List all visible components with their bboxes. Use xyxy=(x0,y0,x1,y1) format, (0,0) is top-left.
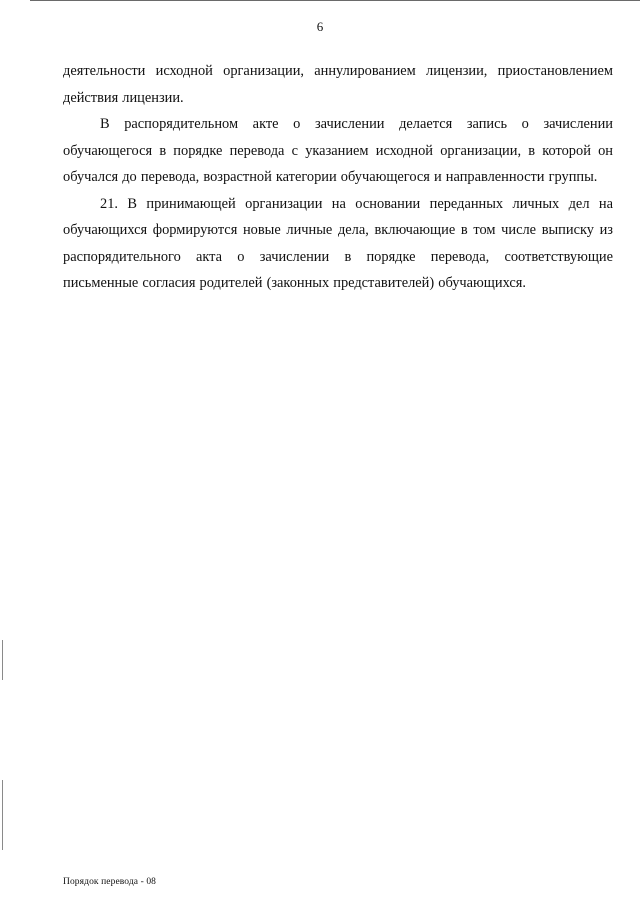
top-edge-rule xyxy=(30,0,640,1)
scan-edge-mark xyxy=(2,780,3,850)
footer-note: Порядок перевода - 08 xyxy=(63,877,157,887)
paragraph-item-21: 21. В принимающей организации на основании переданных личных дел на обучающихся формируются новые личные дела, включающие в том числе выписку из распорядительного акта о зачислении в порядке перевода, соответствующие письменные согласия родителей (законных представителей) обучающихся. xyxy=(63,195,613,291)
page-number: 6 xyxy=(316,19,324,34)
body-text xyxy=(63,58,613,297)
paragraph-continuation: деятельности исходной организации, аннулированием лицензии, приостановлением действия лицензии. xyxy=(63,63,613,106)
scan-edge-mark xyxy=(2,640,3,680)
paragraph-enrollment-record: В распорядительном акте о зачислении делается запись о зачислении обучающегося в порядке перевода с указанием исходной организации, в которой он обучался до перевода, возрастной категории обучающегося и направленности группы. xyxy=(63,116,613,185)
